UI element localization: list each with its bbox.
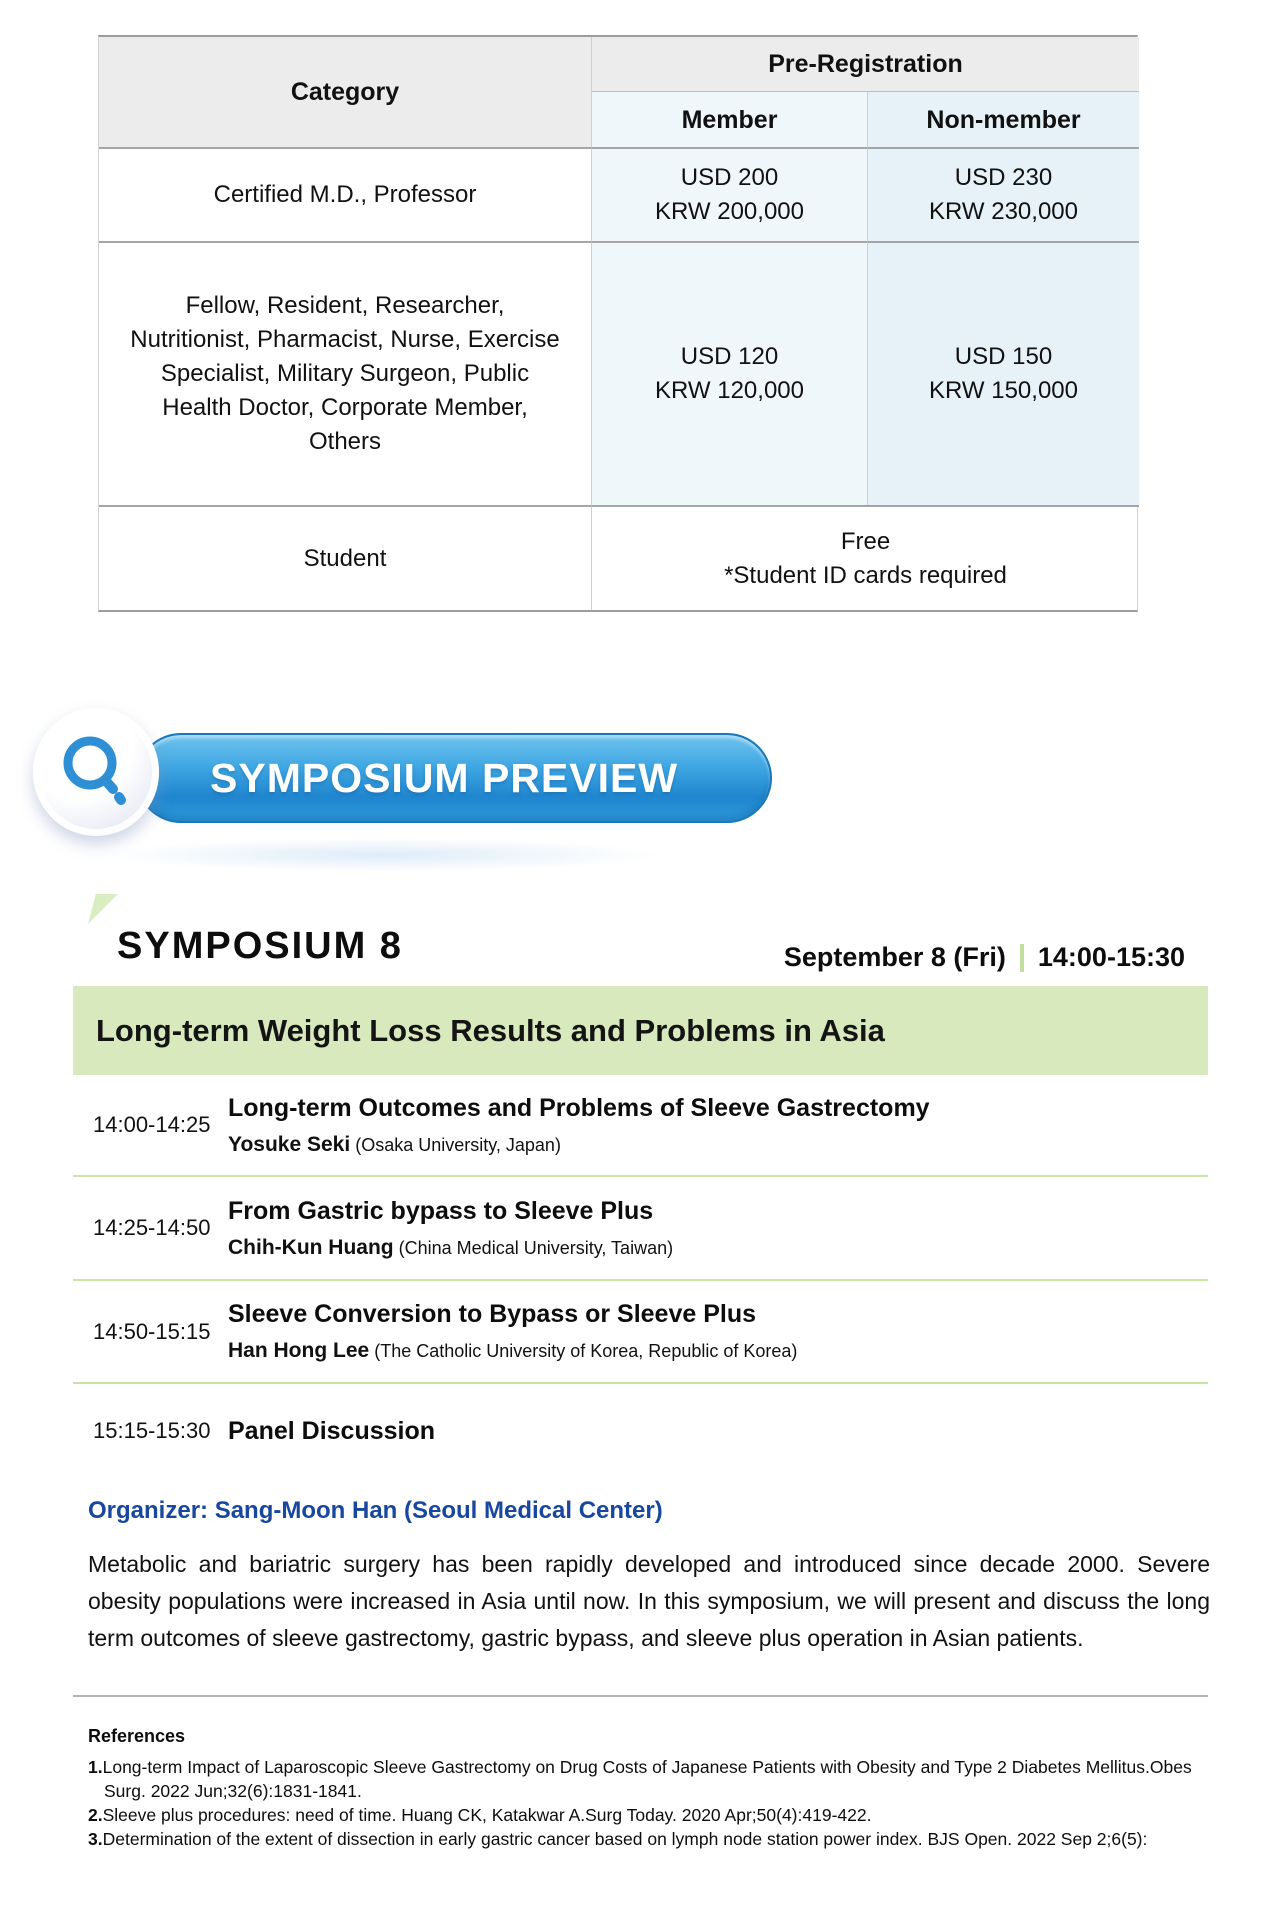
registration-fee-table [98,35,1138,612]
row2-nonmember-usd: USD 150 [954,343,1053,370]
schedule-list [73,1075,1208,1478]
badge-pill [136,733,772,823]
table-row-category-student [99,505,591,610]
student-id-note: *Student ID cards required [724,561,1007,589]
badge-shadow [103,838,663,872]
reference-number: 3. [88,1829,103,1849]
talk-title: Panel Discussion [228,1416,436,1445]
magnifier-icon [54,730,138,814]
talk-speaker [228,1339,1208,1363]
table-header-pre-registration [591,37,1139,91]
speaker-name: Han Hong Lee [228,1339,370,1362]
student-free-label: Free [840,527,891,555]
references-divider [73,1695,1208,1697]
table-row-category-fellow [99,241,591,505]
table-header-member [591,91,867,147]
schedule-time: 14:50-15:15 [93,1318,211,1344]
schedule-row-4 [73,1384,1208,1478]
row2-member-fee [591,241,867,505]
session-title-banner [73,986,1208,1075]
references-section [88,1726,1210,1851]
talk-title: Long-term Outcomes and Problems of Sleeve Gastrectomy [228,1093,930,1122]
non-member-header-label: Non-member [926,105,1081,134]
references-heading: References [88,1726,186,1746]
schedule-time: 14:00-14:25 [93,1112,211,1137]
pre-registration-header-label: Pre-Registration [768,50,963,78]
reference-item-1 [88,1755,1210,1803]
row2-nonmember-fee [867,241,1139,505]
reference-text: Determination of the extent of dissection in early gastric cancer based on lymph node station power index. BJS Open. 2022 Sep 2;6(5): [102,1829,1148,1849]
talk-title: Sleeve Conversion to Bypass or Sleeve Plus [228,1300,757,1328]
row1-category-text: Certified M.D., Professor [213,181,477,208]
schedule-body [228,1417,1208,1446]
symposium-date: September 8 (Fri) [783,942,1006,972]
member-header-label: Member [681,105,778,134]
session-title: Long-term Weight Loss Results and Problems in Asia [96,1012,885,1048]
schedule-row-1 [73,1075,1208,1177]
table-header-category [99,37,591,147]
schedule-row-2 [73,1177,1208,1281]
talk-speaker [228,1236,1208,1260]
row3-category-text: Student [303,544,387,572]
badge-circle [33,708,159,836]
table-row-category-certified [99,147,591,241]
reference-number: 2. [88,1805,103,1825]
symposium-datetime [784,942,1185,973]
schedule-time: 15:15-15:30 [93,1418,211,1443]
organizer-line: Organizer: Sang-Moon Han (Seoul Medical Center) [88,1497,663,1524]
speaker-affiliation: (The Catholic University of Korea, Republic of Korea) [374,1341,798,1361]
table-header-non-member [867,91,1139,147]
row3-student-fee [591,505,1139,610]
row2-member-krw: KRW 120,000 [655,377,804,404]
speaker-name: Chih-Kun Huang [228,1235,394,1259]
symposium-description: Metabolic and bariatric surgery has been rapidly developed and introduced since decade 2000. Severe obesity populations were increased in Asia until now. In this symposium, we will present and discuss the long term outcomes of sleeve gastrectomy, gastric bypass, and sleeve plus operation in Asian patients. [88,1551,1210,1651]
datetime-divider [1020,944,1024,972]
row1-nonmember-usd: USD 230 [954,164,1053,191]
talk-title: From Gastric bypass to Sleeve Plus [228,1196,654,1225]
schedule-time: 14:25-14:50 [93,1215,211,1240]
row2-category-text: Fellow, Resident, Researcher, Nutritionist, Pharmacist, Nurse, Exercise Specialist, Military Surgeon, Public Health Doctor, Corporate Member, Others [130,292,560,455]
reference-text: Long-term Impact of Laparoscopic Sleeve Gastrectomy on Drug Costs of Japanese Patients with Obesity and Type 2 Diabetes Mellitus.Obes Surg. 2022 Jun;32(6):1831-1841. [102,1757,1192,1801]
reference-item-3 [88,1827,1210,1851]
row1-member-fee [591,147,867,241]
schedule-body [228,1197,1208,1260]
schedule-row-3 [73,1281,1208,1384]
row2-nonmember-krw: KRW 150,000 [929,377,1078,404]
reference-number: 1. [88,1757,103,1777]
talk-speaker [228,1133,1208,1157]
row1-member-usd: USD 200 [680,164,779,191]
speaker-affiliation: (Osaka University, Japan) [355,1134,561,1155]
schedule-body [228,1094,1208,1157]
speaker-name: Yosuke Seki [228,1132,351,1156]
row1-nonmember-fee [867,147,1139,241]
schedule-body [228,1300,1208,1363]
row1-nonmember-krw: KRW 230,000 [929,198,1078,225]
symposium-time: 14:00-15:30 [1037,942,1185,972]
symposium-title: SYMPOSIUM 8 [117,925,403,967]
row2-member-usd: USD 120 [680,343,779,370]
reference-item-2 [88,1803,1210,1827]
reference-text: Sleeve plus procedures: need of time. Huang CK, Katakwar A.Surg Today. 2020 Apr;50(4):419-422. [102,1805,872,1825]
badge-label: SYMPOSIUM PREVIEW [210,754,679,801]
header-triangle-decoration [88,894,118,924]
symposium-preview-badge [33,700,793,860]
category-header-label: Category [290,78,400,106]
speaker-affiliation: (China Medical University, Taiwan) [398,1237,674,1258]
row1-member-krw: KRW 200,000 [655,198,804,225]
